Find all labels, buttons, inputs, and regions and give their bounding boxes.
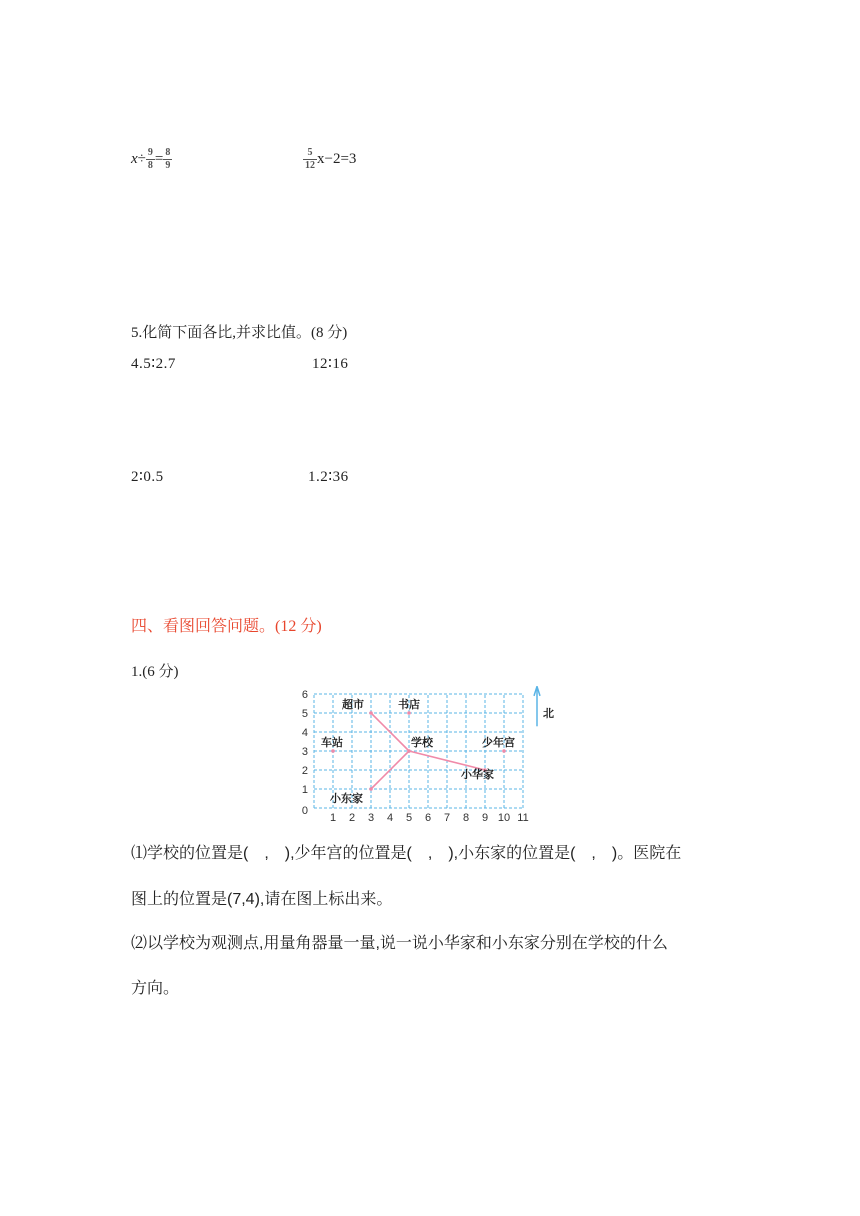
x-tick-label: 3	[367, 812, 375, 824]
equation-1	[131, 148, 172, 171]
x-tick-label: 11	[517, 812, 529, 824]
map-point	[407, 749, 411, 753]
q5-item-1: 4.5∶2.7	[131, 356, 176, 372]
section-4-q1-label: 1.(6 分)	[131, 664, 179, 680]
eq2-fraction-c	[304, 148, 316, 171]
map-point-label: 学校	[411, 737, 433, 749]
eq2-c-denominator: 12	[305, 160, 315, 171]
map-point-label: 书店	[398, 699, 420, 711]
north-label: 北	[543, 708, 554, 720]
x-tick-label: 7	[443, 812, 451, 824]
question-2-line-2: 方向。	[131, 980, 180, 997]
equation-2	[303, 148, 356, 171]
eq1-op: ÷	[137, 151, 146, 167]
x-tick-label: 4	[386, 812, 394, 824]
y-tick-label: 3	[301, 746, 308, 758]
grid-layer	[314, 694, 523, 808]
question-1-line-2: 图上的位置是(7,4),请在图上标出来。	[131, 891, 393, 908]
map-point	[502, 749, 506, 753]
y-tick-label: 2	[301, 765, 308, 777]
x-tick-label: 5	[405, 812, 413, 824]
map-point	[369, 711, 373, 715]
eq2-rest: x−2=3	[317, 151, 357, 167]
map-point-label: 小华家	[461, 769, 494, 781]
origin-label: 0	[301, 805, 308, 817]
y-tick-label: 6	[301, 689, 308, 701]
map-point-label: 超市	[342, 699, 364, 711]
eq1-a-numerator: 9	[147, 147, 153, 158]
q5-item-3: 2∶0.5	[131, 469, 164, 485]
map-point	[407, 711, 411, 715]
x-tick-label: 1	[329, 812, 337, 824]
eq1-b-denominator: 9	[165, 160, 171, 171]
section-4-title: 四、看图回答问题。(12 分)	[131, 618, 322, 635]
question-1-line-1: ⑴学校的位置是( , ),少年宫的位置是( , ),小东家的位置是( , )。医院在	[131, 845, 682, 862]
x-tick-label: 2	[348, 812, 356, 824]
x-tick-label: 6	[424, 812, 432, 824]
q5-item-4: 1.2∶36	[308, 469, 349, 485]
eq1-fraction-a	[147, 148, 154, 171]
eq1-var: x	[131, 151, 138, 167]
eq1-b-numerator: 8	[165, 147, 171, 158]
q5-item-2: 12∶16	[312, 356, 349, 372]
y-tick-label: 4	[301, 727, 308, 739]
coordinate-map	[290, 686, 580, 826]
eq1-equals: =	[154, 151, 164, 167]
map-point-label: 车站	[321, 737, 343, 749]
eq2-c-numerator: 5	[307, 147, 313, 158]
q5-title: 5.化简下面各比,并求比值。(8 分)	[131, 325, 348, 341]
question-2-line-1: ⑵以学校为观测点,用量角器量一量,说一说小华家和小东家分别在学校的什么	[131, 935, 668, 952]
y-tick-label: 1	[301, 784, 308, 796]
north-indicator	[534, 686, 554, 726]
map-point	[331, 749, 335, 753]
eq1-fraction-b	[164, 148, 171, 171]
map-point-label: 小东家	[330, 793, 363, 805]
x-tick-label: 9	[481, 812, 489, 824]
map-point	[369, 787, 373, 791]
map-point-label: 少年宫	[482, 737, 515, 749]
x-tick-label: 8	[462, 812, 470, 824]
y-tick-label: 5	[301, 708, 308, 720]
x-tick-label: 10	[497, 812, 511, 824]
eq1-a-denominator: 8	[147, 160, 153, 171]
